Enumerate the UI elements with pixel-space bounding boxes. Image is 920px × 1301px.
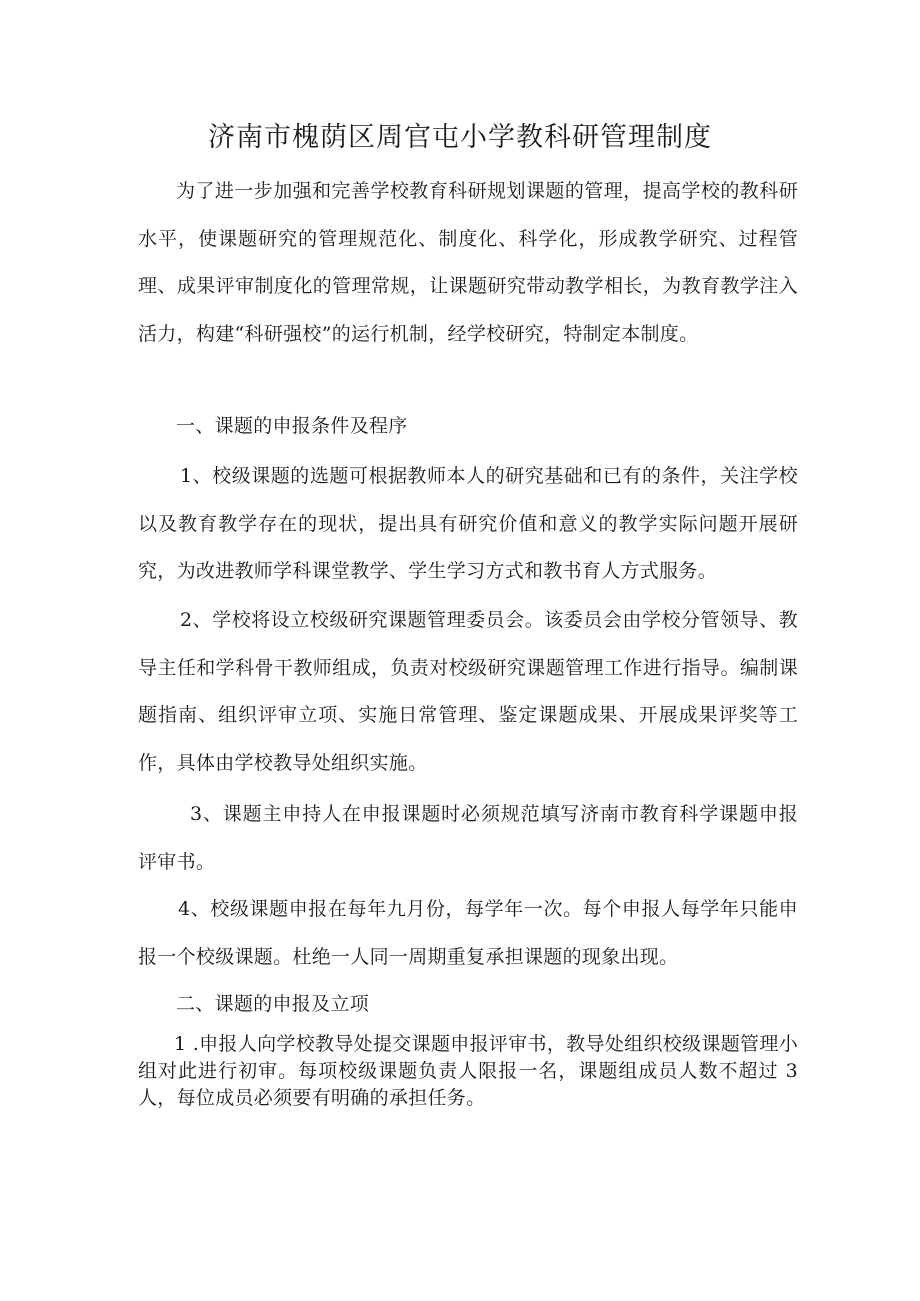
section-1-item-4: 4、校级课题申报在每年九月份，每学年一次。每个申报人每学年只能申报一个校级课题。杜绝一人同一周期重复承担课题的现象出现。: [138, 898, 798, 968]
intro-paragraph: 为了进一步加强和完善学校教育科研规划课题的管理，提高学校的教科研水平，使课题研究的管理规范化、制度化、科学化，形成教学研究、过程管理、成果评审制度化的管理常规，让课题研究带动教学相长，为教育教学注入活力，构建“科研强校”的运行机制，经学校研究，特制定本制度。: [138, 180, 798, 345]
section-2-heading: 二、课题的申报及立项: [176, 993, 370, 1015]
section-2-item-1: 1 .申报人向学校教导处提交课题申报评审书，教导处组织校级课题管理小组对此进行初审。每项校级课题负责人限报一名，课题组成员人数不超过 3 人，每位成员必须要有明确的承担任务。: [138, 1033, 798, 1109]
document-title: 济南市槐荫区周官屯小学教科研管理制度: [208, 122, 712, 153]
section-1-item-3: 3、课题主申持人在申报课题时必须规范填写济南市教育科学课题申报评审书。: [138, 803, 798, 873]
section-1-item-1: 1、校级课题的选题可根据教师本人的研究基础和已有的条件，关注学校以及教育教学存在的现状，提出具有研究价值和意义的教学实际问题开展研究，为改进教师学科课堂教学、学生学习方式和教书育人方式服务。: [138, 465, 798, 582]
section-1-heading: 一、课题的申报条件及程序: [176, 415, 408, 437]
section-1-item-2: 2、学校将设立校级研究课题管理委员会。该委员会由学校分管领导、教导主任和学科骨干教师组成，负责对校级研究课题管理工作进行指导。编制课题指南、组织评审立项、实施日常管理、鉴定课题成果、开展成果评奖等工作，具体由学校教导处组织实施。: [138, 609, 798, 774]
